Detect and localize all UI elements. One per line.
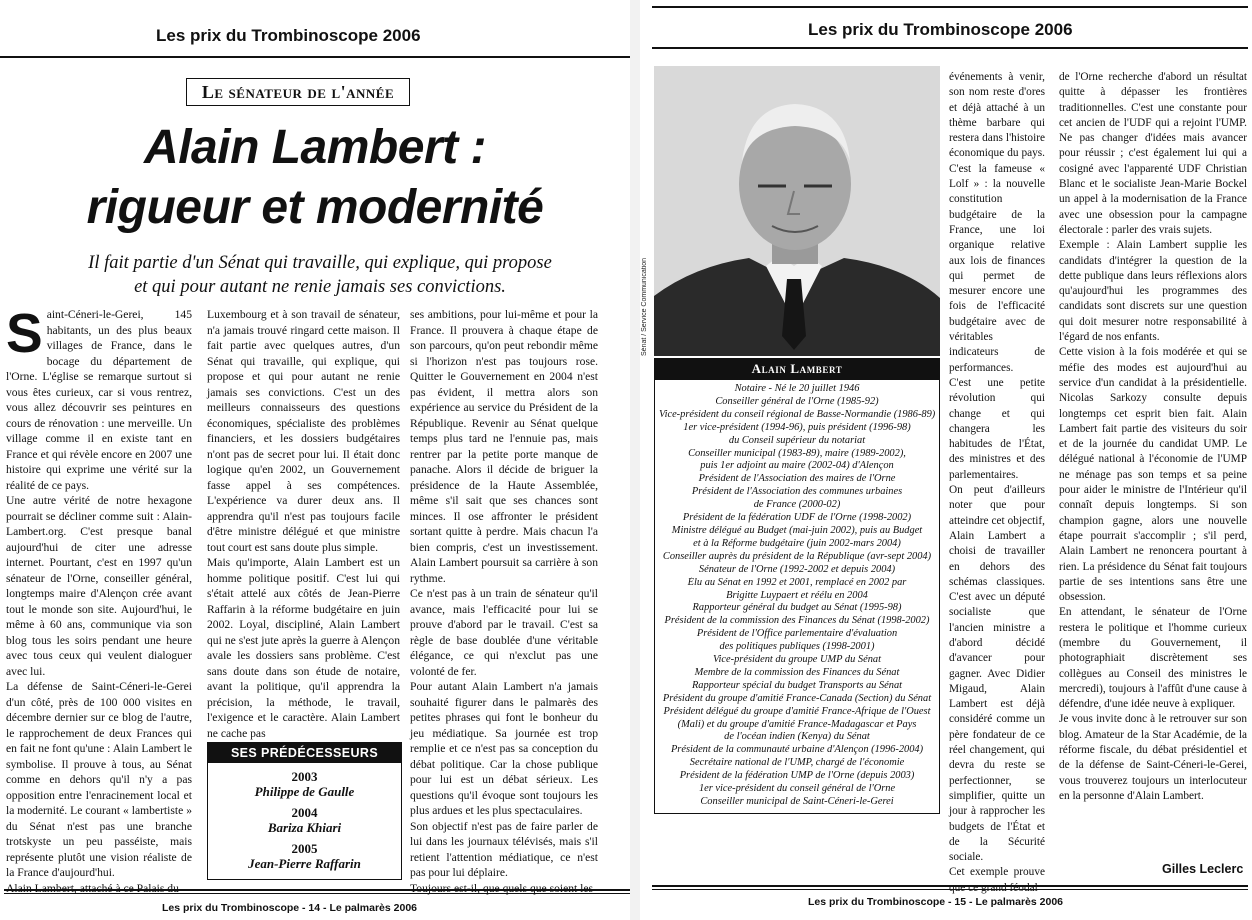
bio-line: Rapporteur spécial du budget Transports au Sénat — [691, 679, 903, 691]
predecessor-year: 2004 — [291, 805, 318, 820]
paragraph: de l'Orne recherche d'abord un résultat quitte à dépasser les frontières traditionnelles. C'est une constante pour cet ancien de l'UDF qui a rejoint l'UMP. Ne pas changer d'idées mais avancer pour réussir ; c'est également lui qui a cosigné avec l'apparenté UDF Christian Blanc et le socialiste Jean-Marie Bockel un appel à la modernisation de la France avec une obsession pour la campagne électorale : parler des vrais sujets. — [1059, 71, 1247, 236]
predecessors-box — [207, 742, 402, 880]
author-byline: Gilles Leclerc — [1162, 862, 1244, 876]
bio-line: Président délégué du groupe d'amitié France-Afrique de l'Ouest — [663, 705, 931, 717]
paragraph: La défense de Saint-Céneri-le-Gerei d'un côté, près de 100 000 visites en décembre dernier sur ce blog de l'autre, le rapprochement de deux Frances qui en fait ne font qu'une : Alain Lambert le symbolise. Il prouve à tous, au Sénat comme en dehors qu'il n'y a pas opposition entre l'enracinement local et la modernité. Le courant « lambertiste » du Sénat n'est pas une branche trotskyste un peu passéiste, mais représente plutôt une vision réaliste de la France d'aujourd'hui. — [6, 680, 192, 879]
bio-line: Président de l'Association des maires de l'Orne — [698, 473, 896, 485]
headline-line: Alain Lambert : — [144, 121, 486, 174]
paragraph: Luxembourg et à son travail de sénateur, n'a jamais trouvé ringard cette maison. Il fait partie avec quelques autres, d'un Sénat qui travaille, qui explique, qui propose et qui pour autant ne renie jamais ses convictions. C'est un des meilleurs connaisseurs des questions économiques, spécialiste des problèmes financiers, et les dossiers budgétaires n'ont pas de secret pour lui. Il était donc logique qu'en 2002, un Gouvernement fasse appel à ses compétences. L'expérience va durer deux ans. Il apprendra qu'il n'est pas toujours facile d'être ministre délégué et que ministre tout court est sans doute plus simple. — [207, 308, 400, 554]
article-column-1 — [6, 302, 192, 896]
bio-line: Notaire - Né le 20 juillet 1946 — [734, 383, 860, 394]
predecessor-name: Bariza Khiari — [267, 820, 342, 835]
paragraph: Pour autant Alain Lambert n'a jamais souhaité figurer dans le palmarès des petites phrases qui font le bonheur du jeu médiatique. Sa journée est trop remplie et ce n'est pas sa conception du débat politique. Car la chose publique pour lui est un débat sérieux. Les questions qu'il évoque sont toujours les plus ardues et les plus spectaculaires. — [410, 680, 598, 817]
bio-line: Président de la communauté urbaine d'Alençon (1996-2004) — [670, 744, 924, 756]
header-rule — [652, 47, 1248, 49]
bio-line: Élu au Sénat en 1992 et 2001, remplacé en 2002 par — [687, 576, 907, 588]
bio-line: de l'océan indien (Kenya) du Sénat — [724, 731, 870, 743]
bio-line: Conseiller général de l'Orne (1985-92) — [715, 395, 879, 407]
running-head: Les prix du Trombinoscope 2006 — [808, 20, 1073, 39]
headline-line: rigueur et modernité — [86, 181, 544, 234]
bio-line: et à la Réforme budgétaire (juin 2002-mars 2004) — [693, 537, 901, 549]
standfirst — [30, 251, 610, 299]
bio-line: Vice-président du conseil régional de Basse-Normandie (1986-89) — [659, 408, 935, 420]
bio-line: 1er vice-président du conseil général de l'Orne — [698, 783, 896, 795]
article-column-4 — [949, 70, 1045, 896]
bio-line: Président de la commission des Finances du Sénat (1998-2002) — [664, 615, 930, 627]
page-gutter — [630, 0, 640, 920]
bio-line: Brigitte Luypaert et réélu en 2004 — [726, 589, 868, 601]
top-rule — [652, 6, 1248, 8]
paragraph: En attendant, le sénateur de l'Orne restera le politique et l'homme curieux (membre du Gouvernement, il photographiait discrètement ses collègues au Conseil des ministres le mercredi), toujours à l'affût d'une cause à défendre, d'une idée neuve à expliquer. — [1059, 606, 1247, 711]
bio-line: puis 1er adjoint au maire (2002-04) d'Alençon — [700, 460, 894, 472]
bio-line: Président de la fédération UDF de l'Orne (1998-2002) — [682, 512, 912, 524]
bio-line: Président de l'Office parlementaire d'évaluation — [696, 628, 898, 640]
footer-rule — [4, 889, 630, 891]
predecessors-title: SES PRÉDÉCESSEURS — [208, 743, 401, 763]
footer-rule-thin — [652, 889, 1248, 890]
running-head: Les prix du Trombinoscope 2006 — [156, 26, 421, 45]
bio-line: du Conseil supérieur du notariat — [728, 434, 866, 446]
paragraph: événements à venir, son nom reste d'ores et déjà attaché à un thème barbare qui restera dans l'histoire économique du pays. C'est la fameuse « Lolf » : la nouvelle constitution budgétaire de la France, une loi organique relative aux lois de finances qui permet de mesurer encore une fois de l'efficacité budgétaire avec de véritables indicateurs de performances. — [949, 71, 1045, 374]
footer-rule-thin — [4, 893, 630, 894]
predecessor-year: 2003 — [291, 769, 318, 784]
paragraph: Mais qu'importe, Alain Lambert est un homme politique positif. C'est lui qui s'était attelé aux côtés de Jean-Pierre Raffarin à la réforme budgétaire en juin 2002. Loyal, discipliné, Alain Lambert qui ne s'est jute après la guerre à Alençon avale les dossiers sans problème. C'est sans doute dans son étude de notaire, avant la politique, qu'il apprendra la précision, la méthode, le travail, l'exigence et le caractère. Alain Lambert ne cache pas — [207, 556, 400, 740]
page-footer: Les prix du Trombinoscope - 15 - Le palmarès 2006 — [808, 896, 1064, 908]
bio-name: Alain Lambert — [654, 358, 940, 380]
drop-cap: S — [6, 302, 43, 364]
paragraph: Alain Lambert, attaché à ce Palais du — [6, 881, 179, 895]
paragraph: On peut d'ailleurs noter que pour atteindre cet objectif, Alain Lambert a choisi de travailler en dehors des schémas classiques. C'est avec un député socialiste que l'ancien ministre a d'abord décidé d'avancer pour gagner. Avec Didier Migaud, Alain Lambert est déjà considéré comme un père fondateur de ce réel changement, qui devra du reste se perfectionner, se simplifier, quitte un jour à rapprocher les budgets de l'État et de la Sécurité sociale. — [949, 484, 1045, 864]
bio-lines — [654, 380, 940, 814]
bio-line: Rapporteur général du budget au Sénat (1995-98) — [692, 602, 902, 614]
bio-line: Président de l'Association des communes urbaines — [691, 486, 903, 498]
paragraph: Toujours est-il, que quels que soient les — [410, 881, 594, 895]
bio-line: Membre de la commission des Finances du Sénat — [694, 666, 900, 678]
bio-box — [654, 358, 940, 870]
bio-line: de France (2000-02) — [753, 499, 841, 511]
bio-line: Président du groupe d'amitié France-Canada (Section) du Sénat — [662, 692, 932, 704]
portrait-photo — [654, 66, 940, 356]
paragraph: Une autre vérité de notre hexagone pourrait se décliner comme suit : Alain-Lambert.org. C'est presque banal aujourd'hui de citer une adresse internet. Pourtant, c'est en 1997 qu'un sénateur de l'Orne, conseiller général, longtemps maire d'Alençon crée avant tout le monde son site. Aujourd'hui, le même à 60 ans, communique via son blog tous les soirs pendant une heure avec tous ceux qui veulent dialoguer avec lui. — [6, 494, 192, 678]
photo-credit: Sénat / Service Communication — [641, 257, 648, 356]
portrait-illustration — [654, 66, 940, 356]
standfirst-line: Il fait partie d'un Sénat qui travaille, qui explique, qui propose — [88, 253, 552, 273]
bio-line: des politiques publiques (1998-2001) — [719, 641, 875, 653]
paragraph: Exemple : Alain Lambert supplie les candidats d'intégrer la question de la dette publique dans leurs réflexions alors qu'aujourd'hui les programmes des candidats sont discrets sur une question qui doit mesurer notre responsabilité à l'égard de nos enfants. — [1059, 239, 1247, 344]
bio-line: Conseiller municipal (1983-89), maire (1989-2002), — [688, 447, 906, 459]
paragraph: Cette vision à la fois modérée et qui se méfie des modes est aujourd'hui au service d'un candidat à la présidentielle. Nicolas Sarkozy consulte depuis longtemps cet esprit bien fait. Alain Lambert fait partie des visiteurs du soir et de la journée du candidat UMP. Le délégué national à l'économie de l'UMP ne ménage pas son temps et sa peine pour aider le ministre de l'Intérieur qu'il connaît depuis longtemps. Si son champion gagne, alors une nouvelle étape pourrait s'accomplir ; s'il perd, Alain Lambert ne renoncera pourtant à rien. La présidence du Sénat fait toujours partie de ses intentions sans être une obsession. — [1059, 346, 1247, 604]
bio-line: Ministre délégué au Budget (mai-juin 2002), puis au Budget — [671, 524, 923, 536]
bio-line: (Mali) et du groupe d'amitié France-Madagascar et Pays — [677, 718, 917, 730]
article-column-3 — [410, 307, 598, 896]
footer-rule — [652, 885, 1248, 887]
bio-line: Sénateur de l'Orne (1992-2002 et depuis 2004) — [698, 563, 896, 575]
bio-line: Président de la fédération UMP de l'Orne (depuis 2003) — [679, 770, 915, 782]
standfirst-line: et qui pour autant ne renie jamais ses convictions. — [134, 277, 506, 297]
right-page — [640, 0, 1252, 920]
headline — [20, 118, 610, 238]
predecessor-name: Jean-Pierre Raffarin — [248, 856, 361, 871]
bio-line: Vice-président du groupe UMP du Sénat — [712, 654, 882, 666]
paragraph: ses ambitions, pour lui-même et pour la France. Il prouvera à chaque étape de son parcours, qu'on peut rebondir même si l'horizon n'est pas toujours rose. Quitter le Gouvernement en 2004 n'est pas évident, il mettra alors son expérience au service du Président de la République. Revenir au Sénat quelque temps plus tard ne l'ennuie pas, mais rentrer par la petite porte manque de panache. Alors il décide de briguer la présidence de la Haute Assemblée, même s'il sait que ses chances sont minces. Il ose affronter le président sortant quitte à perdre. Mais chacun l'a bien compris, c'est un investissement. Alain Lambert poursuit sa carrière à son rythme. — [410, 308, 598, 585]
page-footer: Les prix du Trombinoscope - 14 - Le palmarès 2006 — [162, 902, 418, 914]
paragraph: Cet exemple prouve que ce grand féodal — [949, 866, 1045, 894]
bio-line: Secrétaire national de l'UMP, chargé de l'économie — [689, 757, 905, 769]
paragraph: Son objectif n'est pas de faire parler de lui dans les journaux télévisés, mais s'il retient l'attention médiatique, ce n'est pas pour lui déplaire. — [410, 819, 598, 879]
paragraph: C'est une petite révolution qui change et qui changera les habitudes de l'État, des ministres et des parlementaires. — [949, 376, 1045, 481]
article-column-5 — [1059, 70, 1247, 804]
bio-line: Conseiller auprès du président de la République (avr-sept 2004) — [662, 550, 932, 562]
predecessor-name: Philippe de Gaulle — [254, 784, 355, 799]
bio-line: Conseiller municipal de Saint-Céneri-le-Gerei — [700, 796, 894, 807]
paragraph: Saint-Céneri-le-Gerei, 145 habitants, un des plus beaux villages de France, dans le bocage du département de l'Orne. L'église se remarque surtout si vous êtes curieux, car si vous rentrez, vous allez découvrir ses peintures en cours de rénovation : une merveille. Un village comme il en existe tant en France et qui révèle encore en 2007 une histoire qui exprime une vérité sur la réalité de ce pays. — [6, 302, 192, 492]
predecessor-year: 2005 — [291, 841, 318, 856]
paragraph: Je vous invite donc à le retrouver sur son blog. Amateur de la Star Académie, de la réforme fiscale, du débat présidentiel et de la défense de Saint-Céneri-le-Gerei, vous trouverez toujours un interlocuteur en la personne d'Alain Lambert. — [1059, 713, 1247, 802]
section-label: Le sénateur de l'année — [186, 78, 410, 106]
header-rule — [0, 56, 630, 58]
article-column-2 — [207, 307, 400, 741]
paragraph: Ce n'est pas à un train de sénateur qu'il avance, mais l'efficacité pour lui se prouve d'abord par le travail. C'est sa règle de base doublée d'une véritable élégance, ce qui n'exclut pas une volonté de fer. — [410, 587, 598, 678]
bio-line: 1er vice-président (1994-96), puis président (1996-98) — [683, 421, 911, 433]
